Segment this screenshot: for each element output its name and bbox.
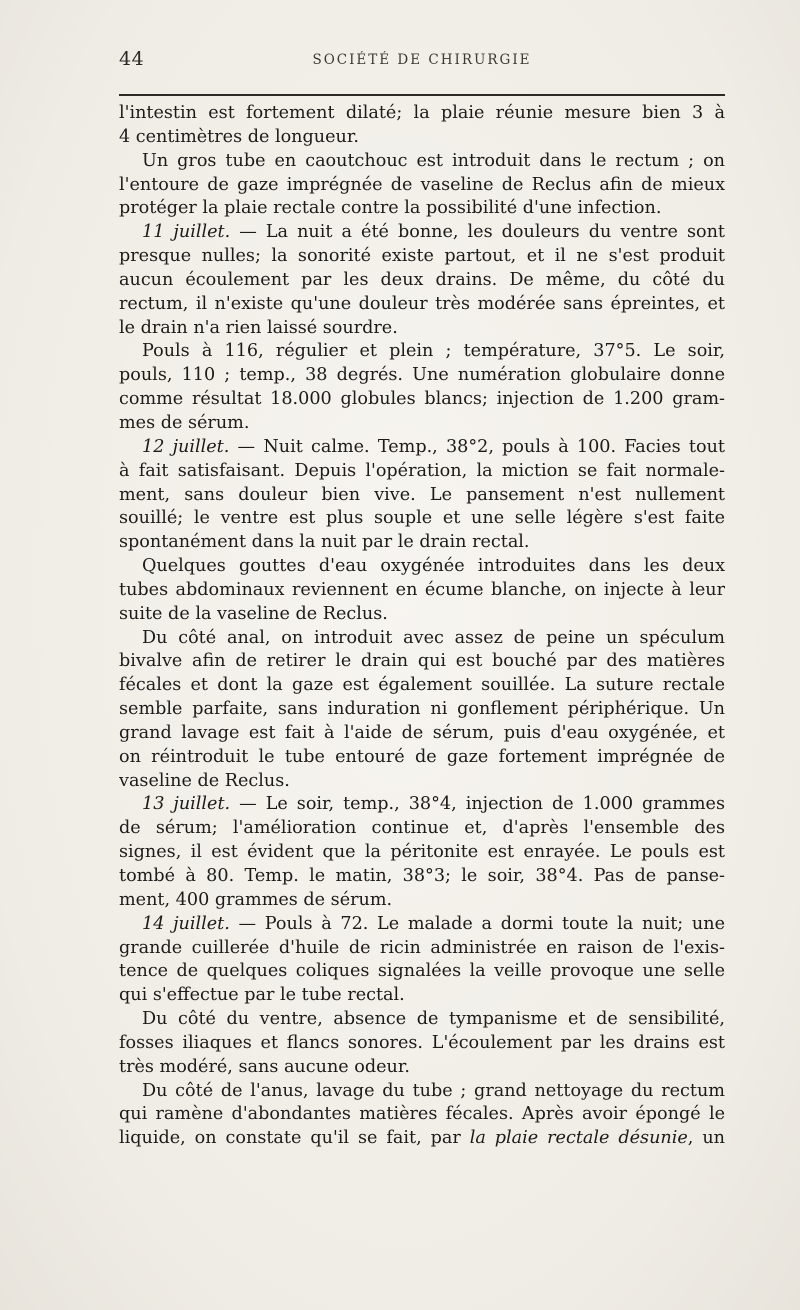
entry-text: — La nuit a été bonne, les douleurs du ventre sont bbox=[230, 222, 725, 243]
text-line: tubes abdominaux reviennent en écume blanche, on injecte à leur bbox=[119, 579, 725, 600]
italic-phrase: la plaie rectale désunie bbox=[469, 1128, 688, 1149]
entry-date: 11 juillet. bbox=[142, 222, 231, 243]
running-title: SOCIÉTÉ DE CHIRURGIE bbox=[312, 52, 532, 68]
entry-date: 13 juillet. bbox=[142, 794, 231, 815]
text-line bbox=[119, 1127, 725, 1151]
text-line: presque nulles; la sonorité existe partout, et il ne s'est produit bbox=[119, 246, 725, 267]
page-number: 44 bbox=[119, 48, 145, 70]
text-line: ment, sans douleur bien vive. Le pansement n'est nullement bbox=[119, 484, 725, 505]
text-segment: liquide, on constate qu'il se fait, par bbox=[119, 1128, 470, 1149]
text-line: spontanément dans la nuit par le drain rectal. bbox=[119, 532, 530, 553]
entry-date: 12 juillet. bbox=[142, 436, 230, 457]
text-line: Un gros tube en caoutchouc est introduit dans le rectum ; on bbox=[142, 150, 725, 171]
text-line: l'entoure de gaze imprégnée de vaseline de Reclus afin de mieux bbox=[119, 174, 725, 195]
text-line: qui ramène d'abondantes matières fécales. Après avoir épongé le bbox=[119, 1104, 725, 1125]
text-line: grande cuillerée d'huile de ricin administrée en raison de l'exis- bbox=[119, 937, 725, 958]
text-line bbox=[119, 793, 725, 817]
text-line: Du côté du ventre, absence de tympanisme et de sensibilité, bbox=[142, 1009, 725, 1030]
text-line: ment, 400 grammes de sérum. bbox=[119, 889, 393, 910]
text-line: rectum, il n'existe qu'une douleur très modérée sans épreintes, et bbox=[119, 293, 725, 314]
text-line: protéger la plaie rectale contre la possibilité d'une infection. bbox=[119, 198, 662, 219]
text-line: très modéré, sans aucune odeur. bbox=[119, 1056, 410, 1077]
text-line: Du côté de l'anus, lavage du tube ; grand nettoyage du rectum bbox=[142, 1080, 725, 1101]
text-line bbox=[119, 221, 725, 245]
text-line: Quelques gouttes d'eau oxygénée introduites dans les deux bbox=[142, 556, 725, 577]
text-line: aucun écoulement par les deux drains. De même, du côté du bbox=[119, 269, 725, 290]
text-line: on réintroduit le tube entouré de gaze fortement imprégnée de bbox=[119, 746, 725, 767]
entry-text: — Nuit calme. Temp., 38°2, pouls à 100. Facies tout bbox=[229, 436, 725, 457]
entry-date: 14 juillet. bbox=[142, 913, 230, 934]
text-line: pouls, 110 ; temp., 38 degrés. Une numération globulaire donne bbox=[119, 365, 725, 386]
text-line: tence de quelques coliques signalées la veille provoque une selle bbox=[119, 961, 725, 982]
text-line: de sérum; l'amélioration continue et, d'après l'ensemble des bbox=[119, 818, 725, 839]
entry-text: — Le soir, temp., 38°4, injection de 1.000 grammes bbox=[230, 794, 725, 815]
text-line: bivalve afin de retirer le drain qui est bouché par des matières bbox=[119, 651, 725, 672]
text-line: 4 centimètres de longueur. bbox=[119, 126, 359, 147]
text-line: tombé à 80. Temp. le matin, 38°3; le soir, 38°4. Pas de panse- bbox=[119, 866, 725, 886]
body-text bbox=[119, 102, 725, 1151]
text-line: suite de la vaseline de Reclus. bbox=[119, 603, 388, 624]
text-line: qui s'effectue par le tube rectal. bbox=[119, 985, 405, 1006]
text-line: signes, il est évident que la péritonite est enrayée. Le pouls est bbox=[119, 842, 725, 863]
text-line: comme résultat 18.000 globules blancs; injection de 1.200 gram- bbox=[119, 389, 725, 410]
entry-text: — Pouls à 72. Le malade a dormi toute la nuit; une bbox=[229, 913, 725, 934]
text-line: fosses iliaques et flancs sonores. L'écoulement par les drains est bbox=[119, 1032, 725, 1053]
text-line: semble parfaite, sans induration ni gonflement périphérique. Un bbox=[119, 699, 725, 720]
text-line: l'intestin est fortement dilaté; la plaie réunie mesure bien 3 à bbox=[119, 103, 725, 123]
text-line bbox=[119, 913, 725, 937]
text-line: grand lavage est fait à l'aide de sérum, puis d'eau oxygénée, et bbox=[119, 722, 725, 743]
text-line bbox=[119, 436, 725, 460]
text-line: le drain n'a rien laissé sourdre. bbox=[119, 317, 398, 338]
text-line: mes de sérum. bbox=[119, 412, 250, 433]
text-segment: , un bbox=[687, 1128, 725, 1149]
text-line: à fait satisfaisant. Depuis l'opération, la miction se fait normale- bbox=[119, 460, 725, 481]
page-header bbox=[119, 48, 725, 76]
text-line: vaseline de Reclus. bbox=[119, 770, 290, 791]
header-rule bbox=[119, 94, 725, 96]
text-line: fécales et dont la gaze est également souillée. La suture rectale bbox=[119, 675, 725, 696]
text-line: Du côté anal, on introduit avec assez de peine un spéculum bbox=[142, 627, 725, 648]
text-line: souillé; le ventre est plus souple et une selle légère s'est faite bbox=[119, 508, 725, 529]
text-line: Pouls à 116, régulier et plein ; température, 37°5. Le soir, bbox=[142, 341, 725, 362]
